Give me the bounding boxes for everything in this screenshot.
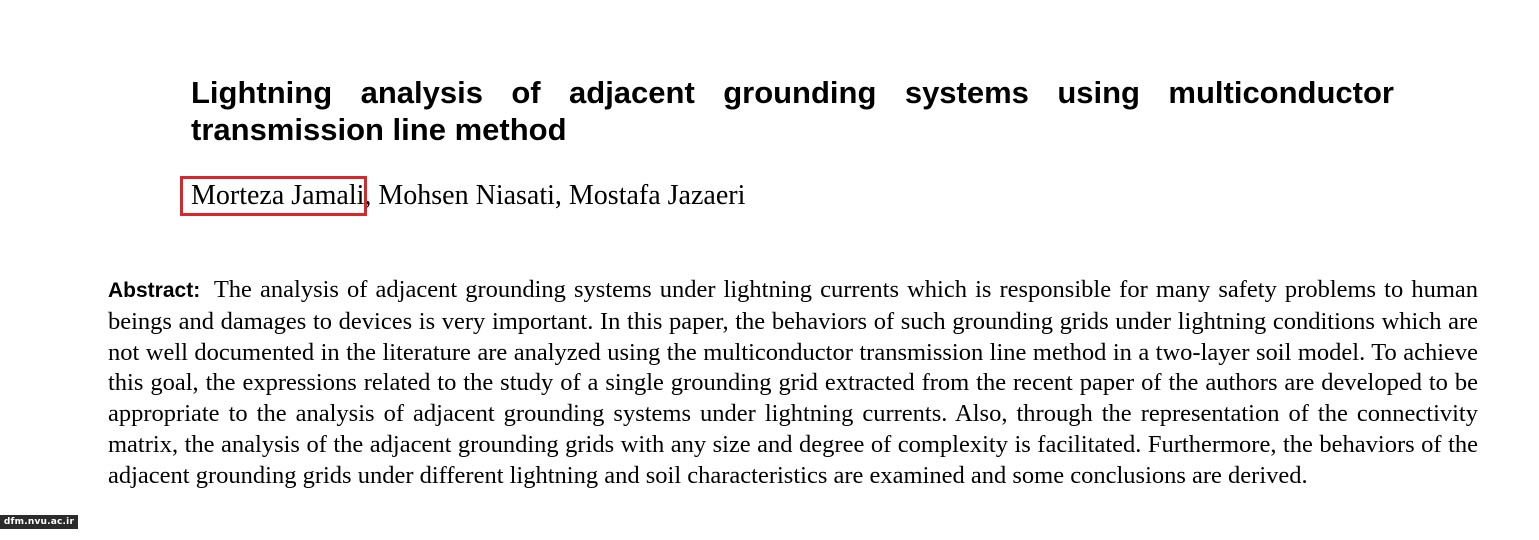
highlighted-author-name: Morteza Jamali xyxy=(191,180,365,211)
abstract-label: Abstract: xyxy=(108,279,201,302)
author-list xyxy=(191,179,745,213)
author-separator: , xyxy=(364,180,372,211)
abstract-text: The analysis of adjacent grounding systems under lightning currents which is responsible for many safety problems to human beings and damages to devices is very important. In this paper, the behaviors of such grounding grids under lightning conditions which are not well documented in the literature are analyzed using the multiconductor transmission line method in a two-layer soil model. To achieve this goal, the expressions related to the study of a single grounding grid extracted from the recent paper of the authors are developed to be appropriate to the analysis of adjacent grounding systems under lightning currents. Also, through the representation of the connectivity matrix, the analysis of the adjacent grounding grids with any size and degree of complexity is facilitated. Furthermore, the behaviors of the adjacent grounding grids under different lightning and soil characteristics are examined and some conclusions are derived. xyxy=(108,276,1478,489)
other-author-names: Mohsen Niasati, Mostafa Jazaeri xyxy=(371,180,746,211)
site-watermark-logo: dfm.nvu.ac.ir xyxy=(0,515,78,529)
highlighted-author-box xyxy=(191,179,364,213)
abstract-paragraph xyxy=(108,275,1478,492)
paper-title: Lightning analysis of adjacent grounding systems using multiconductor transmission line method xyxy=(191,75,1394,147)
